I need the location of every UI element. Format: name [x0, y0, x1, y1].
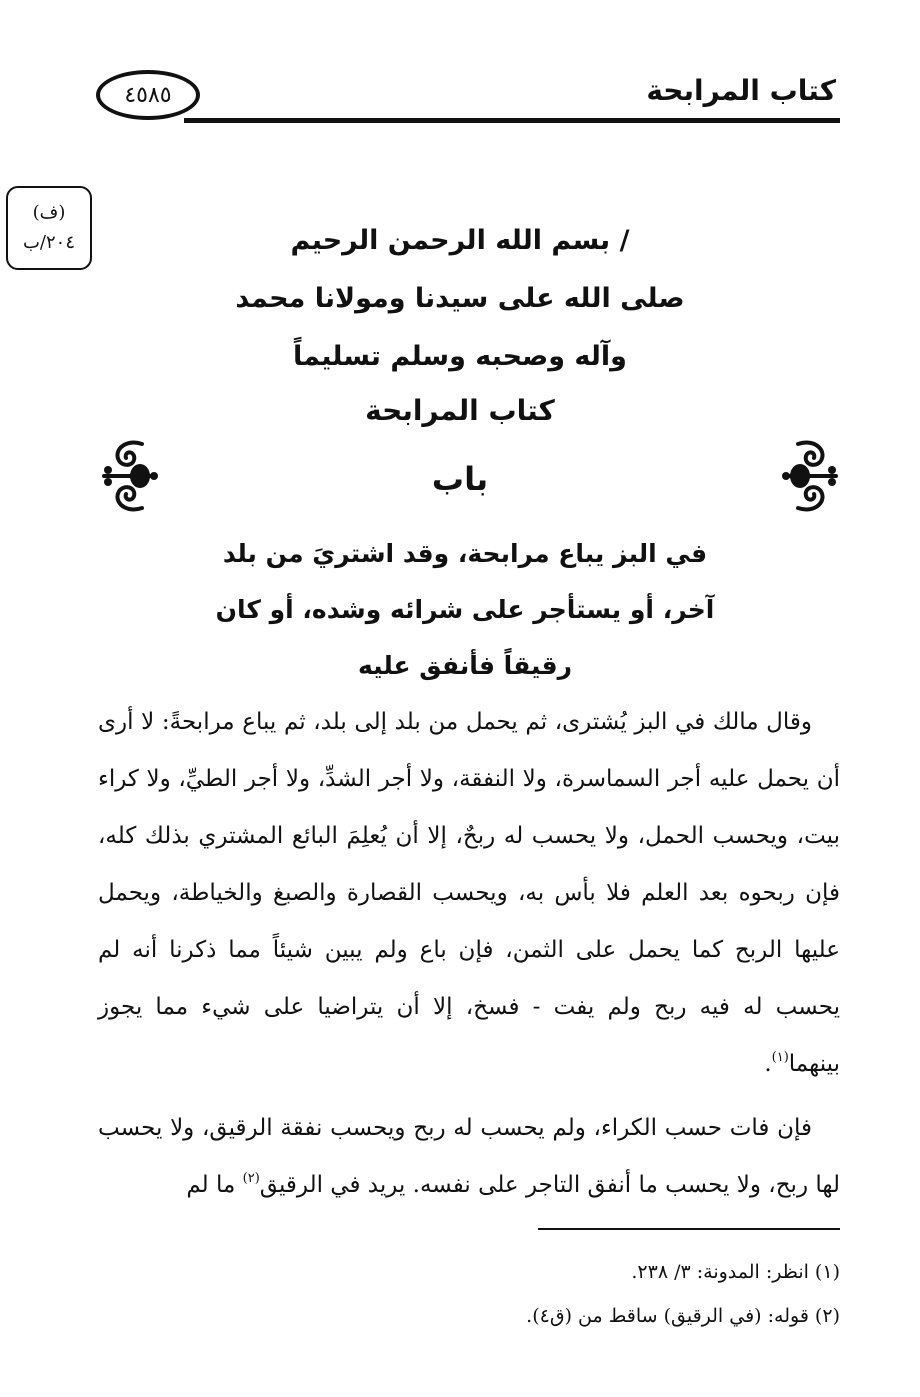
basmala-line-2: صلى الله على سيدنا ومولانا محمد — [235, 283, 685, 314]
body-paragraph-1 — [98, 694, 840, 1093]
manuscript-folio: ٢٠٤/ب — [22, 232, 76, 253]
footnote-1: (١) انظر: المدونة: ٣/ ٢٣٨. — [631, 1261, 840, 1283]
chapter-heading-line-2: آخر، أو يستأجر على شرائه وشده، أو كان — [215, 595, 715, 624]
page-header — [88, 66, 840, 128]
body-paragraph-2 — [98, 1100, 840, 1214]
manuscript-siglum: (ف) — [32, 202, 66, 223]
running-title: كتاب المرابحة — [646, 74, 836, 107]
paragraph-1-text: وقال مالك في البز يُشترى، ثم يحمل من بلد إلى بلد، ثم يباع مرابحةً: لا أرى أن يحمل عليه أجر السماسرة، ولا النفقة، ولا أجر الشدِّ، ولا أجر الطيِّ، ولا كراء بيت، ويحسب الحمل، ولا يحسب له ربحٌ، إلا أن يُعلِمَ البائع المشتري بذلك كله، فإن ربحوه بعد العلم فلا بأس به، ويحسب القصارة والصبغ والخياطة، ويحمل عليها الربح كما يحمل على الثمن، فإن باع ولم يبين شيئاً مما ذكرنا أنه لم يحسب له فيه ربح ولم يفت - فسخ، إلا أن يتراضيا على شيء مما يجوز بينهما — [98, 709, 840, 1077]
footnote-ref-1[interactable]: (١) — [771, 1050, 789, 1065]
basmala-block — [130, 212, 790, 386]
footnotes — [300, 1250, 840, 1338]
chapter-heading-line-3: رقيقاً فأنفق عليه — [357, 651, 573, 680]
footnote-2: (٢) قوله: (في الرقيق) ساقط من (ق٤). — [526, 1305, 840, 1327]
book-title: كتاب المرابحة — [365, 394, 555, 427]
paragraph-1-end: . — [764, 1051, 772, 1077]
paragraph-2-text: فإن فات حسب الكراء، ولم يحسب له ربح ويحسب نفقة الرقيق، ولا يحسب لها ربح، ولا يحسب ما أنفق التاجر على نفسه. يريد في الرقيق — [98, 1115, 840, 1198]
header-rule — [184, 118, 840, 123]
manuscript-folio-box — [6, 186, 92, 270]
basmala-line-3: وآله وصحبه وسلم تسليماً — [293, 341, 627, 372]
footnote-ref-2[interactable]: (٢) — [242, 1171, 260, 1186]
bab-title: باب — [431, 460, 489, 498]
footnote-divider — [538, 1228, 840, 1230]
page-number: ٤٥٨٥ — [96, 70, 200, 120]
paragraph-2-continuation: ما لم — [186, 1172, 243, 1198]
basmala-line-1: / بسم الله الرحمن الرحيم — [290, 225, 630, 256]
chapter-heading — [200, 526, 730, 694]
chapter-heading-line-1: في البز يباع مرابحة، وقد اشتريَ من بلد — [222, 539, 708, 568]
